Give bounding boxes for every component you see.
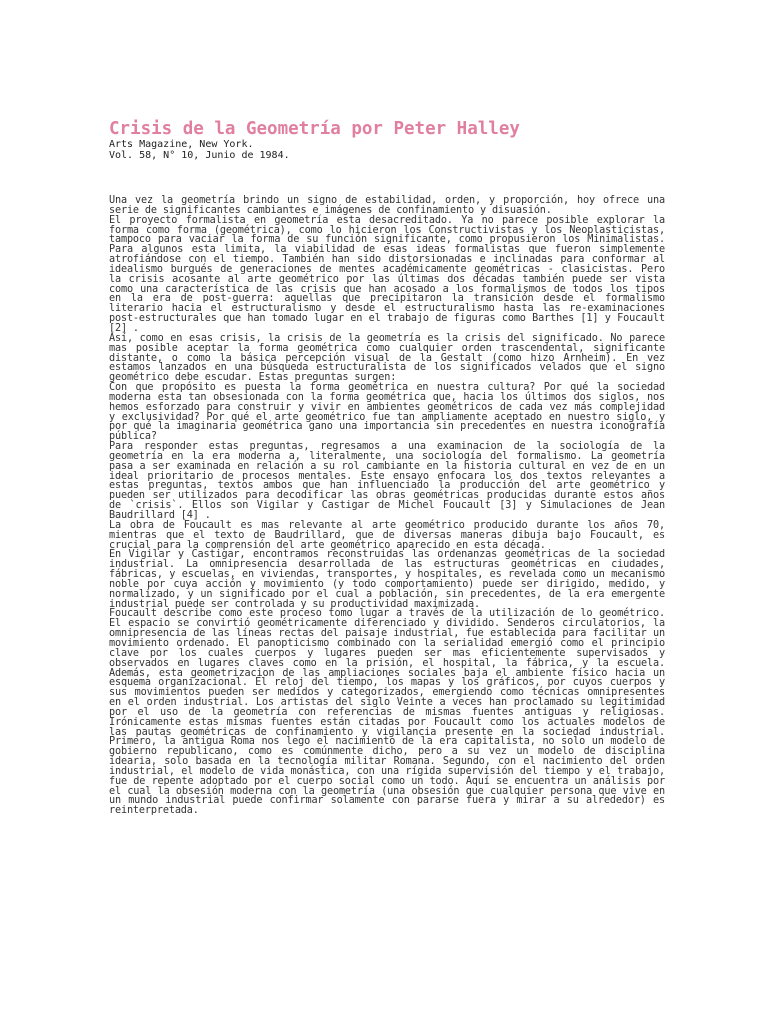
paragraph: El proyecto formalista en geometría esta desacreditado. Ya no parece posible explorar la forma como forma (geométrica), como lo hicieron los Constructivistas y los Neoplasticistas, tampoco para vaciar la forma de su función significante, como propusieron los Minimalistas. Para algunos esta limita, la viabilidad de esas ideas formalistas que fueron simplemente atrofiándose con el tiempo. También han sido distorsionadas e inclinadas para conformar al idealismo burgués de generaciones de mentes académicamente geométricas - clasicistas. Pero la crisis acosante al arte geométrico por las últimas dos décadas también puede ser vista como una característica de las crisis que han acosado a los formalismos de todos los tipos en la era de post-guerra: aquellas que precipitaron la transición desde el formalismo literario hacia el estructuralismo y desde el estructuralismo hasta las re-examinaciones post-estructurales que han tomado lugar en el trabajo de figuras como Barthes [1] y Foucault [2] . [109, 214, 665, 334]
paragraph: La obra de Foucault es mas relevante al arte geométrico producido durante los años 70, mientras que el texto de Baudrillard, que de diversas maneras dibuja bajo Foucault, es crucial para la comprensión del arte geométrico aparecido en esta década. [109, 519, 665, 551]
source-publication: Arts Magazine, New York. [109, 139, 254, 150]
paragraph: En Vigilar y Castigar, encontramos reconstruidas las ordenanzas geométricas de la sociedad industrial. La omnipresencia desarrollada de las estructuras geométricas en ciudades, fábricas, y escuelas, en viviendas, transportes, y hospitales, es revelada como un mecanismo noble por cuya acción y movimiento (y todo comportamiento) puede ser dirigido, medido, y normalizado, y un significado por el cual a población, sin precedentes, de la era emergente industrial puede ser controlada y su productividad maximizada. [109, 549, 665, 610]
paragraph: Una vez la geometría brindo un signo de estabilidad, orden, y proporción, hoy ofrece una serie de significantes cambiantes e imágenes de confinamiento y disuasión. [109, 195, 665, 216]
paragraph: Con que propósito es puesta la forma geométrica en nuestra cultura? Por qué la sociedad moderna esta tan obsesionada con la forma geométrica que, hacia los últimos dos siglos, nos hemos esforzado para construir y vivir en ambientes geométricos de cada vez más complejidad y exclusividad? Por qué el arte geométrico fue tan ampliamente aceptado en nuestro siglo, y por qué la imaginaria geométrica gano una importancia sin precedentes en nuestra iconografía pública? [109, 382, 665, 443]
article-body [109, 196, 665, 816]
article-source [109, 140, 290, 161]
paragraph: Para responder estas preguntas, regresamos a una examinacion de la sociología de la geometría en la era moderna a, literalmente, una sociología del formalismo. La geometría pasa a ser examinada en relación a su rol cambiante en la historia cultural en vez de en un ideal prioritario de procesos mentales. Este ensayo enfocara los dos textos relevantes a estas preguntas, textos ambos que han influenciado la producción del arte geométrico y pueden ser utilizados para decodificar las obras geométricas producidas durante estos años de `crisis`. Ellos son Vigilar y Castigar de Michel Foucault [3] y Simulaciones de Jean Baudrillard [4] . [109, 441, 665, 521]
paragraph: Foucault describe como este proceso tomo lugar a través de la utilización de lo geométrico. El espacio se convirtió geométricamente diferenciado y dividido. Senderos circulatorios, la omnipresencia de las líneas rectas del paisaje industrial, fue establecida para facilitar un movimiento ordenado. El panopticismo combinado con la serialidad emergió como el principio clave por los cuales cuerpos y lugares pueden ser mas eficientemente supervisados y observados en lugares claves como en la prisión, el hospital, la fábrica, y la escuela. Además, esta geometrizacion de las ampliaciones sociales baja el ambiente físico hacia un esquema organizacional. El reloj del tiempo, los mapas y los gráficos, por cuyos cuerpos y sus movimientos pueden ser medidos y categorizados, emergiendo como técnicas omnipresentes en el orden industrial. Los artistas del siglo Veinte a veces han proclamado su legitimidad por el uso de la geometría con referencias de mismas fuentes antiguas y religiosas. Irónicamente estas mismas fuentes están citadas por Foucault como los actuales modelos de las pautas geométricas de confinamiento y vigilancia presente en la sociedad industrial. Primero, la antigua Roma nos lego el nacimiento de la era capitalista, no solo un modelo de gobierno republicano, como es comúnmente dicho, pero a su vez un modelo de disciplina idearia, solo basada en la tecnología militar Romana. Segundo, con el nacimiento del orden industrial, el modelo de vida monástica, con una rígida supervisión del tiempo y el trabajo, fue de repente adoptado por el cuerpo social como un todo. Aquí se encuentra un análisis por el cual la obsesión moderna con la geometría (una obsesión que cualquier persona que vive en un mundo industrial puede confirmar solamente con pararse fuera y mirar a su alrededor) es reinterpretada. [109, 608, 665, 817]
paragraph: Así, como en esas crisis, la crisis de la geometría es la crisis del significado. No parece mas posible aceptar la forma geométrica como cualquier orden trascendental, significante distante, o como la básica percepción visual de la Gestalt (como hizo Arnheim). En vez estamos lanzados en una búsqueda estructuralista de los significados velados que el signo geométrico debe escudar. Estas preguntas surgen: [109, 332, 665, 384]
source-issue: Vol. 58, N° 10, Junio de 1984. [109, 149, 290, 161]
article-title: Crisis de la Geometría por Peter Halley [109, 119, 520, 139]
